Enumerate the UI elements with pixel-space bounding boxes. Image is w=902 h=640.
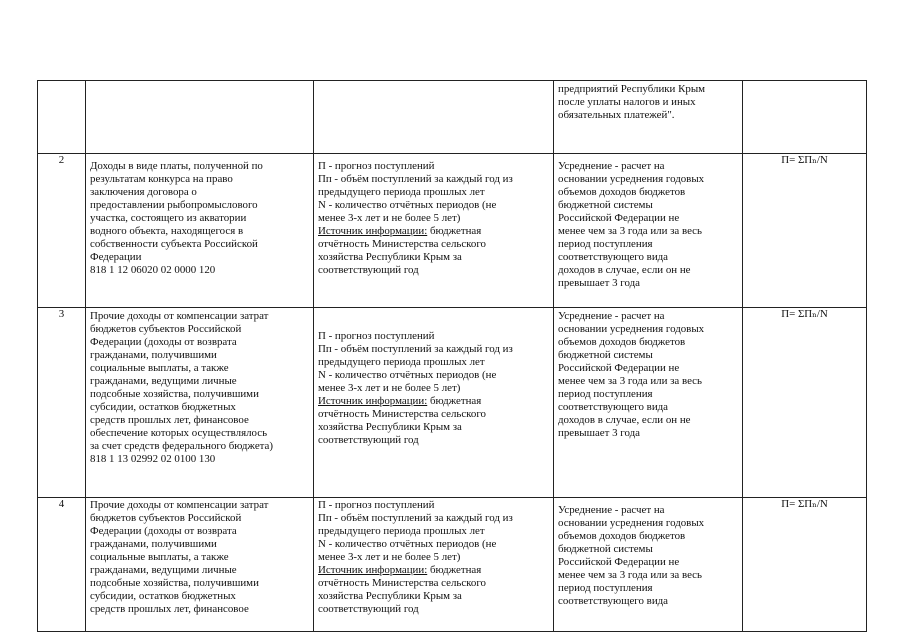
source-label: Источник информации: xyxy=(318,564,428,576)
revenue-description: Прочие доходы от компенсации затрат бюджетов субъектов Российской Федерации (доходы от возврата гражданами, получившими социальные выплаты, а также гражданами, ведущими личные подсобные хозяйства, получившими субсидии, остатков бюджетных средств прошлых лет, финансовое xyxy=(86,498,314,632)
averaging-method: предприятий Республики Крым после уплаты налогов и иных обязательных платежей". xyxy=(554,81,743,154)
table-row xyxy=(38,498,867,632)
row-number: 3 xyxy=(38,308,86,498)
averaging-method: Усреднение - расчет на основании усреднения годовых объемов доходов бюджетов бюджетной системы Российской Федерации не менее чем за 3 года или за весь период поступления соответствующего вида доходов в случае, если он не превышает 3 года xyxy=(554,308,743,498)
calculation-method: П - прогноз поступлений Пп - объём поступлений за каждый год из предыдущего периода прошлых лет N - количество отчётных периодов (не менее 3-х лет и не более 5 лет) Источник информации: бюджетная отчётность Министерства сельского хозяйства Республики Крым за соответствующий год xyxy=(314,308,554,498)
calculation-method: П - прогноз поступлений Пп - объём поступлений за каждый год из предыдущего периода прошлых лет N - количество отчётных периодов (не менее 3-х лет и не более 5 лет) Источник информации: бюджетная отчётность Министерства сельского хозяйства Республики Крым за соответствующий год xyxy=(314,154,554,308)
row-number xyxy=(38,81,86,154)
averaging-method: Усреднение - расчет на основании усреднения годовых объемов доходов бюджетов бюджетной системы Российской Федерации не менее чем за 3 года или за весь период поступления соответствующего вида xyxy=(554,498,743,632)
revenue-description xyxy=(86,81,314,154)
formula-cell: П= ΣПₙ/N xyxy=(743,154,867,308)
averaging-method: Усреднение - расчет на основании усреднения годовых объемов доходов бюджетов бюджетной системы Российской Федерации не менее чем за 3 года или за весь период поступления соответствующего вида доходов в случае, если он не превышает 3 года xyxy=(554,154,743,308)
table-row xyxy=(38,308,867,498)
revenue-description: Доходы в виде платы, полученной по результатам конкурса на право заключения договора о предоставлении рыбопромыслового участка, состоящего из акватории водного объекта, находящегося в собственности субъекта Российской Федерации 818 1 12 06020 02 0000 120 xyxy=(86,154,314,308)
row-number: 4 xyxy=(38,498,86,632)
calculation-method: П - прогноз поступлений Пп - объём поступлений за каждый год из предыдущего периода прошлых лет N - количество отчётных периодов (не менее 3-х лет и не более 5 лет) Источник информации: бюджетная отчётность Министерства сельского хозяйства Республики Крым за соответствующий год xyxy=(314,498,554,632)
source-label: Источник информации: xyxy=(318,395,428,407)
formula-cell: П= ΣПₙ/N xyxy=(743,308,867,498)
revenue-description: Прочие доходы от компенсации затрат бюджетов субъектов Российской Федерации (доходы от возврата гражданами, получившими социальные выплаты, а также гражданами, ведущими личные подсобные хозяйства, получившими субсидии, остатков бюджетных средств прошлых лет, финансовое обеспечение которых осуществлялось за счет средств федерального бюджета) 818 1 13 02992 02 0100 130 xyxy=(86,308,314,498)
formula-cell xyxy=(743,81,867,154)
formula-cell: П= ΣПₙ/N xyxy=(743,498,867,632)
source-label: Источник информации: xyxy=(318,225,428,237)
table-row xyxy=(38,81,867,154)
calculation-method xyxy=(314,81,554,154)
row-number: 2 xyxy=(38,154,86,308)
table-row xyxy=(38,154,867,308)
revenue-forecast-table xyxy=(37,80,867,632)
